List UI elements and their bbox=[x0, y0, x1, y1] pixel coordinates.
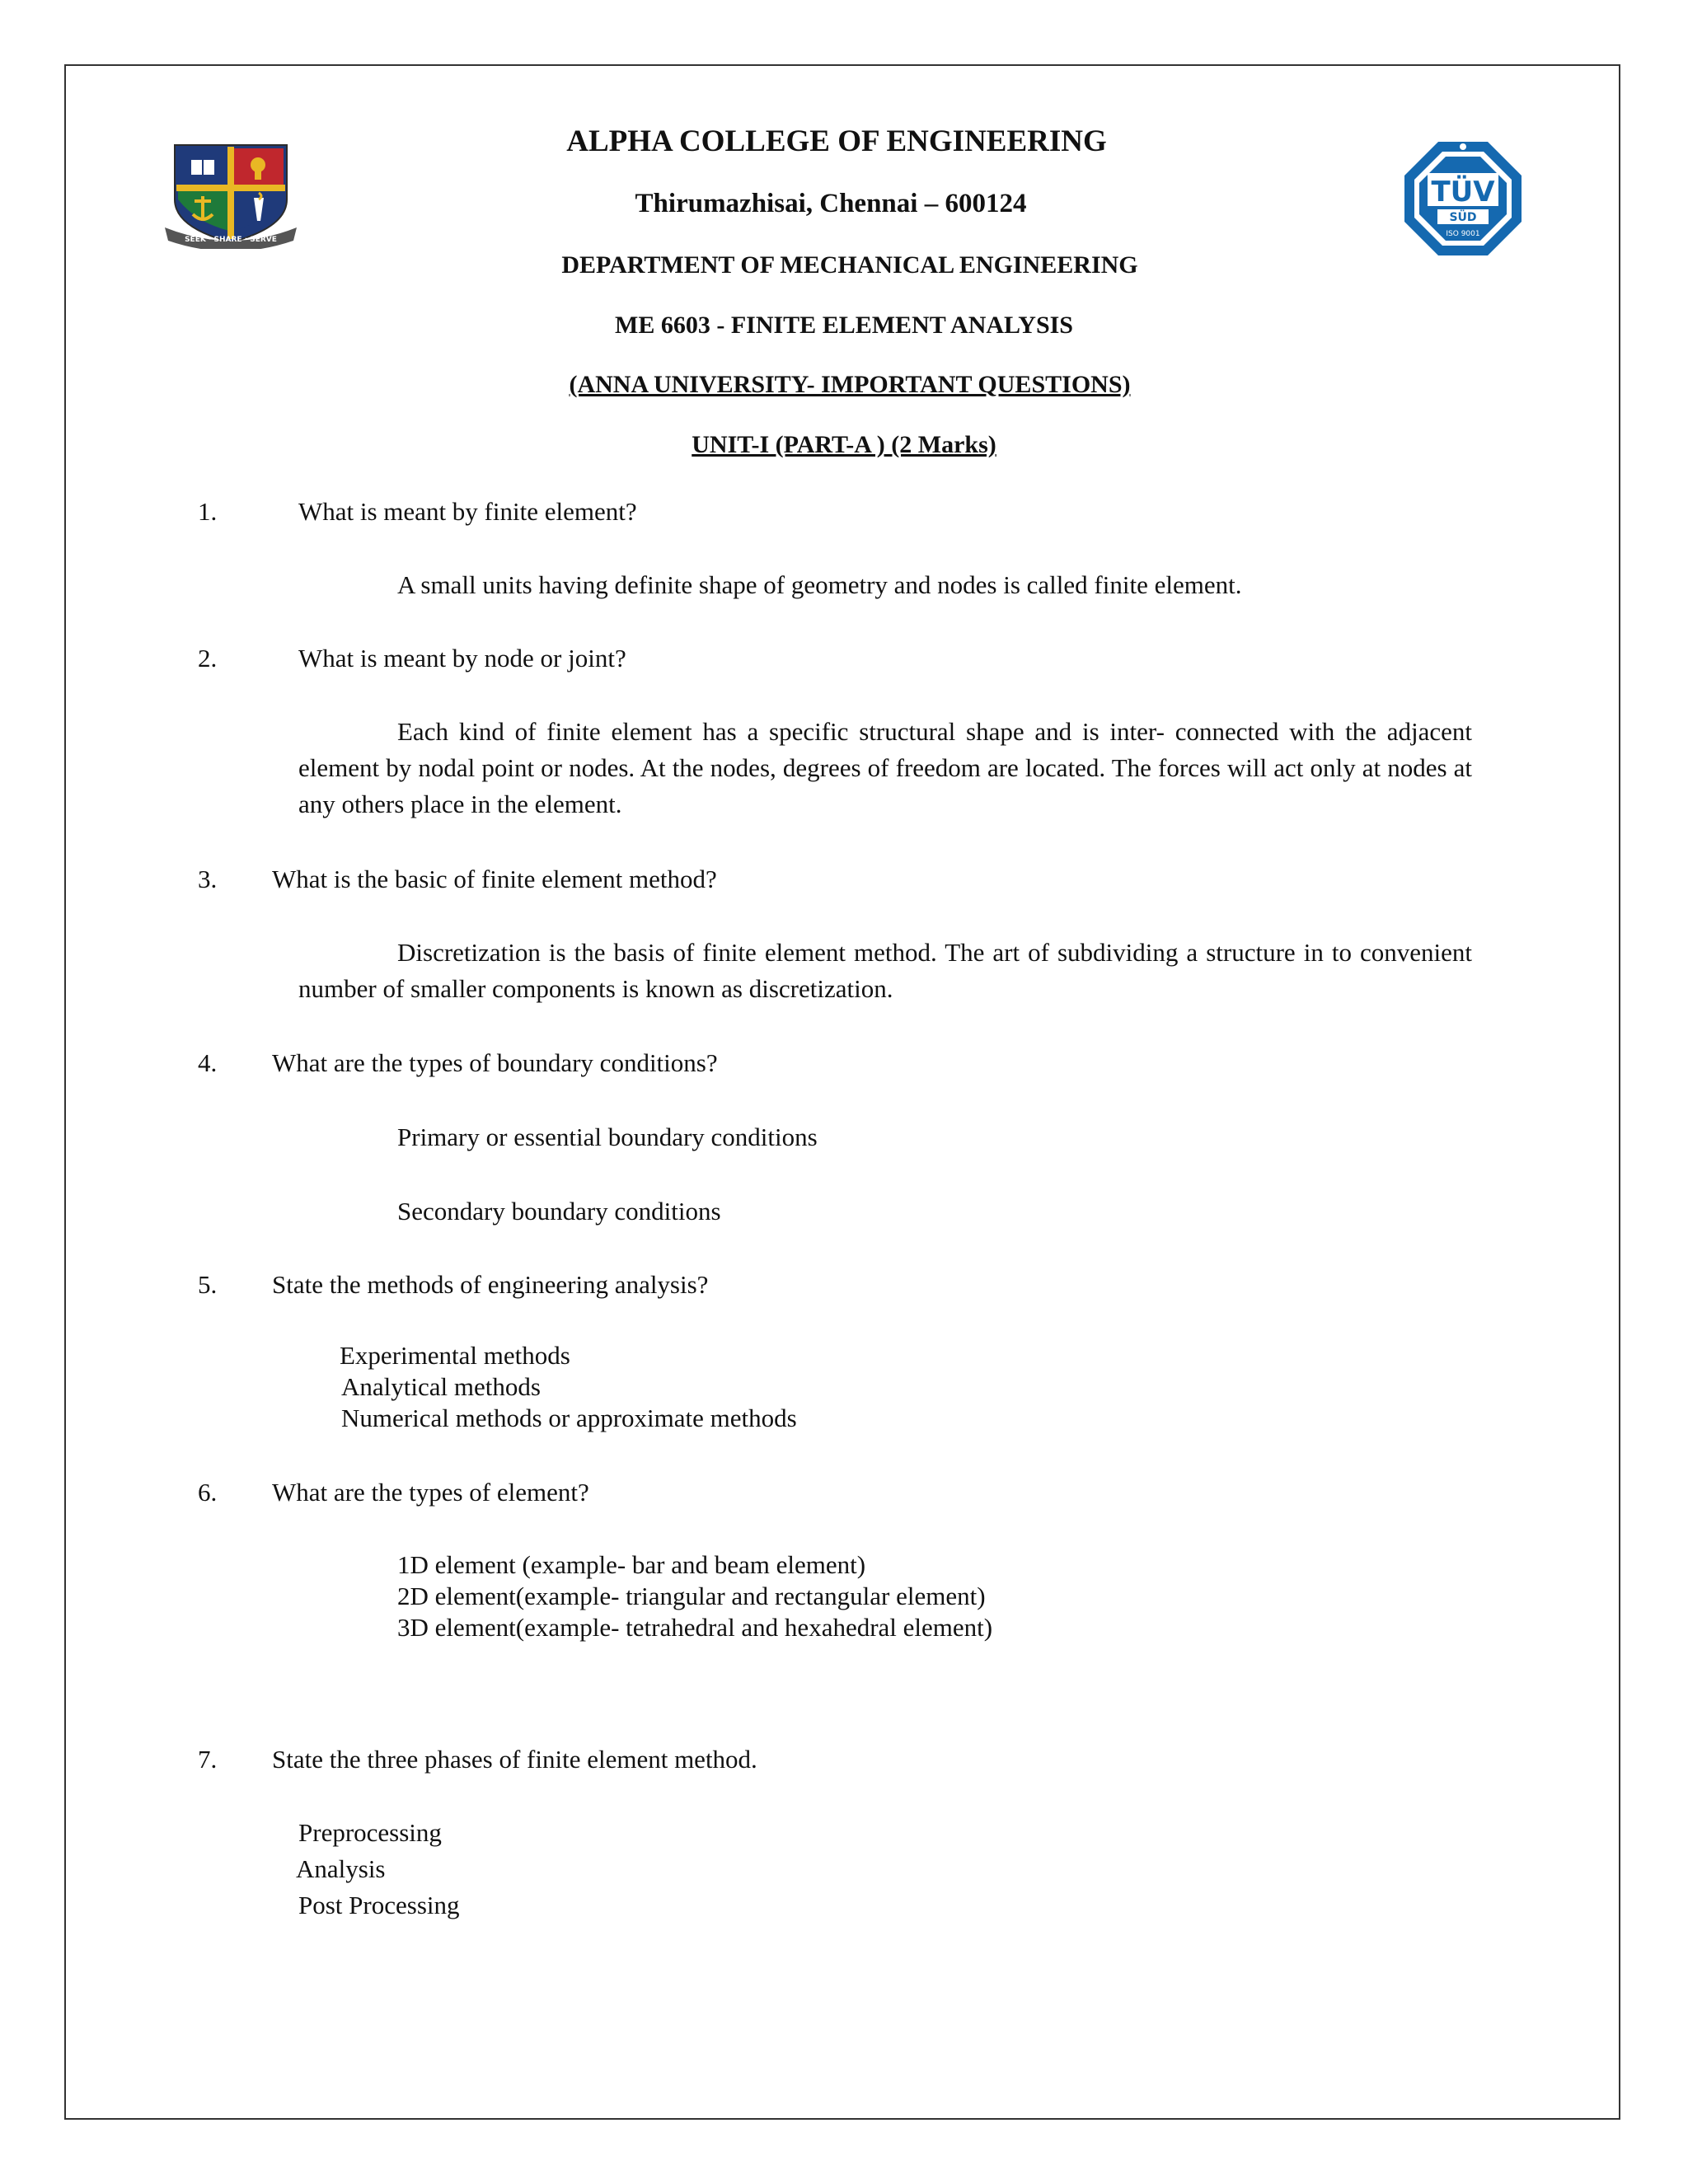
course-title: ME 6603 - FINITE ELEMENT ANALYSIS bbox=[615, 312, 1073, 339]
answer-line: A small units having definite shape of geometry and nodes is called finite element. bbox=[397, 570, 1242, 599]
question-text: State the three phases of finite element method. bbox=[272, 1745, 757, 1774]
question-text: What are the types of boundary conditions? bbox=[272, 1048, 718, 1077]
college-name: ALPHA COLLEGE OF ENGINEERING bbox=[566, 124, 1107, 158]
answer-line: 3D element(example- tetrahedral and hexahedral element) bbox=[397, 1613, 993, 1642]
tuv-sub-text: SÜD bbox=[1449, 211, 1477, 224]
answer-line: Experimental methods bbox=[340, 1341, 570, 1370]
answer-line: Analytical methods bbox=[341, 1372, 541, 1401]
question-text: What is the basic of finite element method? bbox=[272, 865, 717, 893]
question-number: 3. bbox=[198, 865, 218, 893]
department-title: DEPARTMENT OF MECHANICAL ENGINEERING bbox=[561, 251, 1138, 279]
question-text: What are the types of element? bbox=[272, 1478, 589, 1507]
answer-paragraph: Each kind of finite element has a specific structural shape and is inter- connected with the adjacent element by nodal point or nodes. At the nodes, degrees of freedom are located. The forces will act only at nodes at any others place in the element. bbox=[298, 717, 1472, 818]
answer-line: Analysis bbox=[296, 1854, 386, 1883]
answer-line: Preprocessing bbox=[298, 1818, 442, 1847]
answer-line: 1D element (example- bar and beam element) bbox=[397, 1550, 866, 1579]
question-text: What is meant by finite element? bbox=[298, 497, 637, 526]
question-text: What is meant by node or joint? bbox=[298, 644, 626, 673]
question-number: 2. bbox=[198, 644, 218, 673]
question-number: 6. bbox=[198, 1478, 218, 1507]
answer-line: Post Processing bbox=[298, 1891, 460, 1919]
question-number: 4. bbox=[198, 1048, 218, 1077]
question-number: 7. bbox=[198, 1745, 218, 1774]
tuv-iso-text: ISO 9001 bbox=[1446, 230, 1480, 238]
answer-line: Secondary boundary conditions bbox=[397, 1197, 721, 1226]
university-note: (ANNA UNIVERSITY- IMPORTANT QUESTIONS) bbox=[569, 371, 1131, 398]
unit-heading: UNIT-I (PART-A ) (2 Marks) bbox=[692, 431, 996, 458]
seal-ribbon-text: SEEK · SHARE · SERVE bbox=[185, 236, 277, 244]
college-address: Thirumazhisai, Chennai – 600124 bbox=[635, 189, 1027, 218]
answer-paragraph: Discretization is the basis of finite element method. The art of subdividing a structure in to convenient number of smaller components is known as discretization. bbox=[298, 938, 1472, 1003]
answer-line: 2D element(example- triangular and rectangular element) bbox=[397, 1582, 986, 1610]
answer-line: Primary or essential boundary conditions bbox=[397, 1122, 818, 1151]
question-text: State the methods of engineering analysis? bbox=[272, 1270, 709, 1299]
tuv-mark-text: TÜV bbox=[1431, 176, 1495, 209]
answer-line: Numerical methods or approximate methods bbox=[341, 1404, 797, 1432]
question-number: 1. bbox=[198, 497, 218, 526]
question-number: 5. bbox=[198, 1270, 218, 1299]
